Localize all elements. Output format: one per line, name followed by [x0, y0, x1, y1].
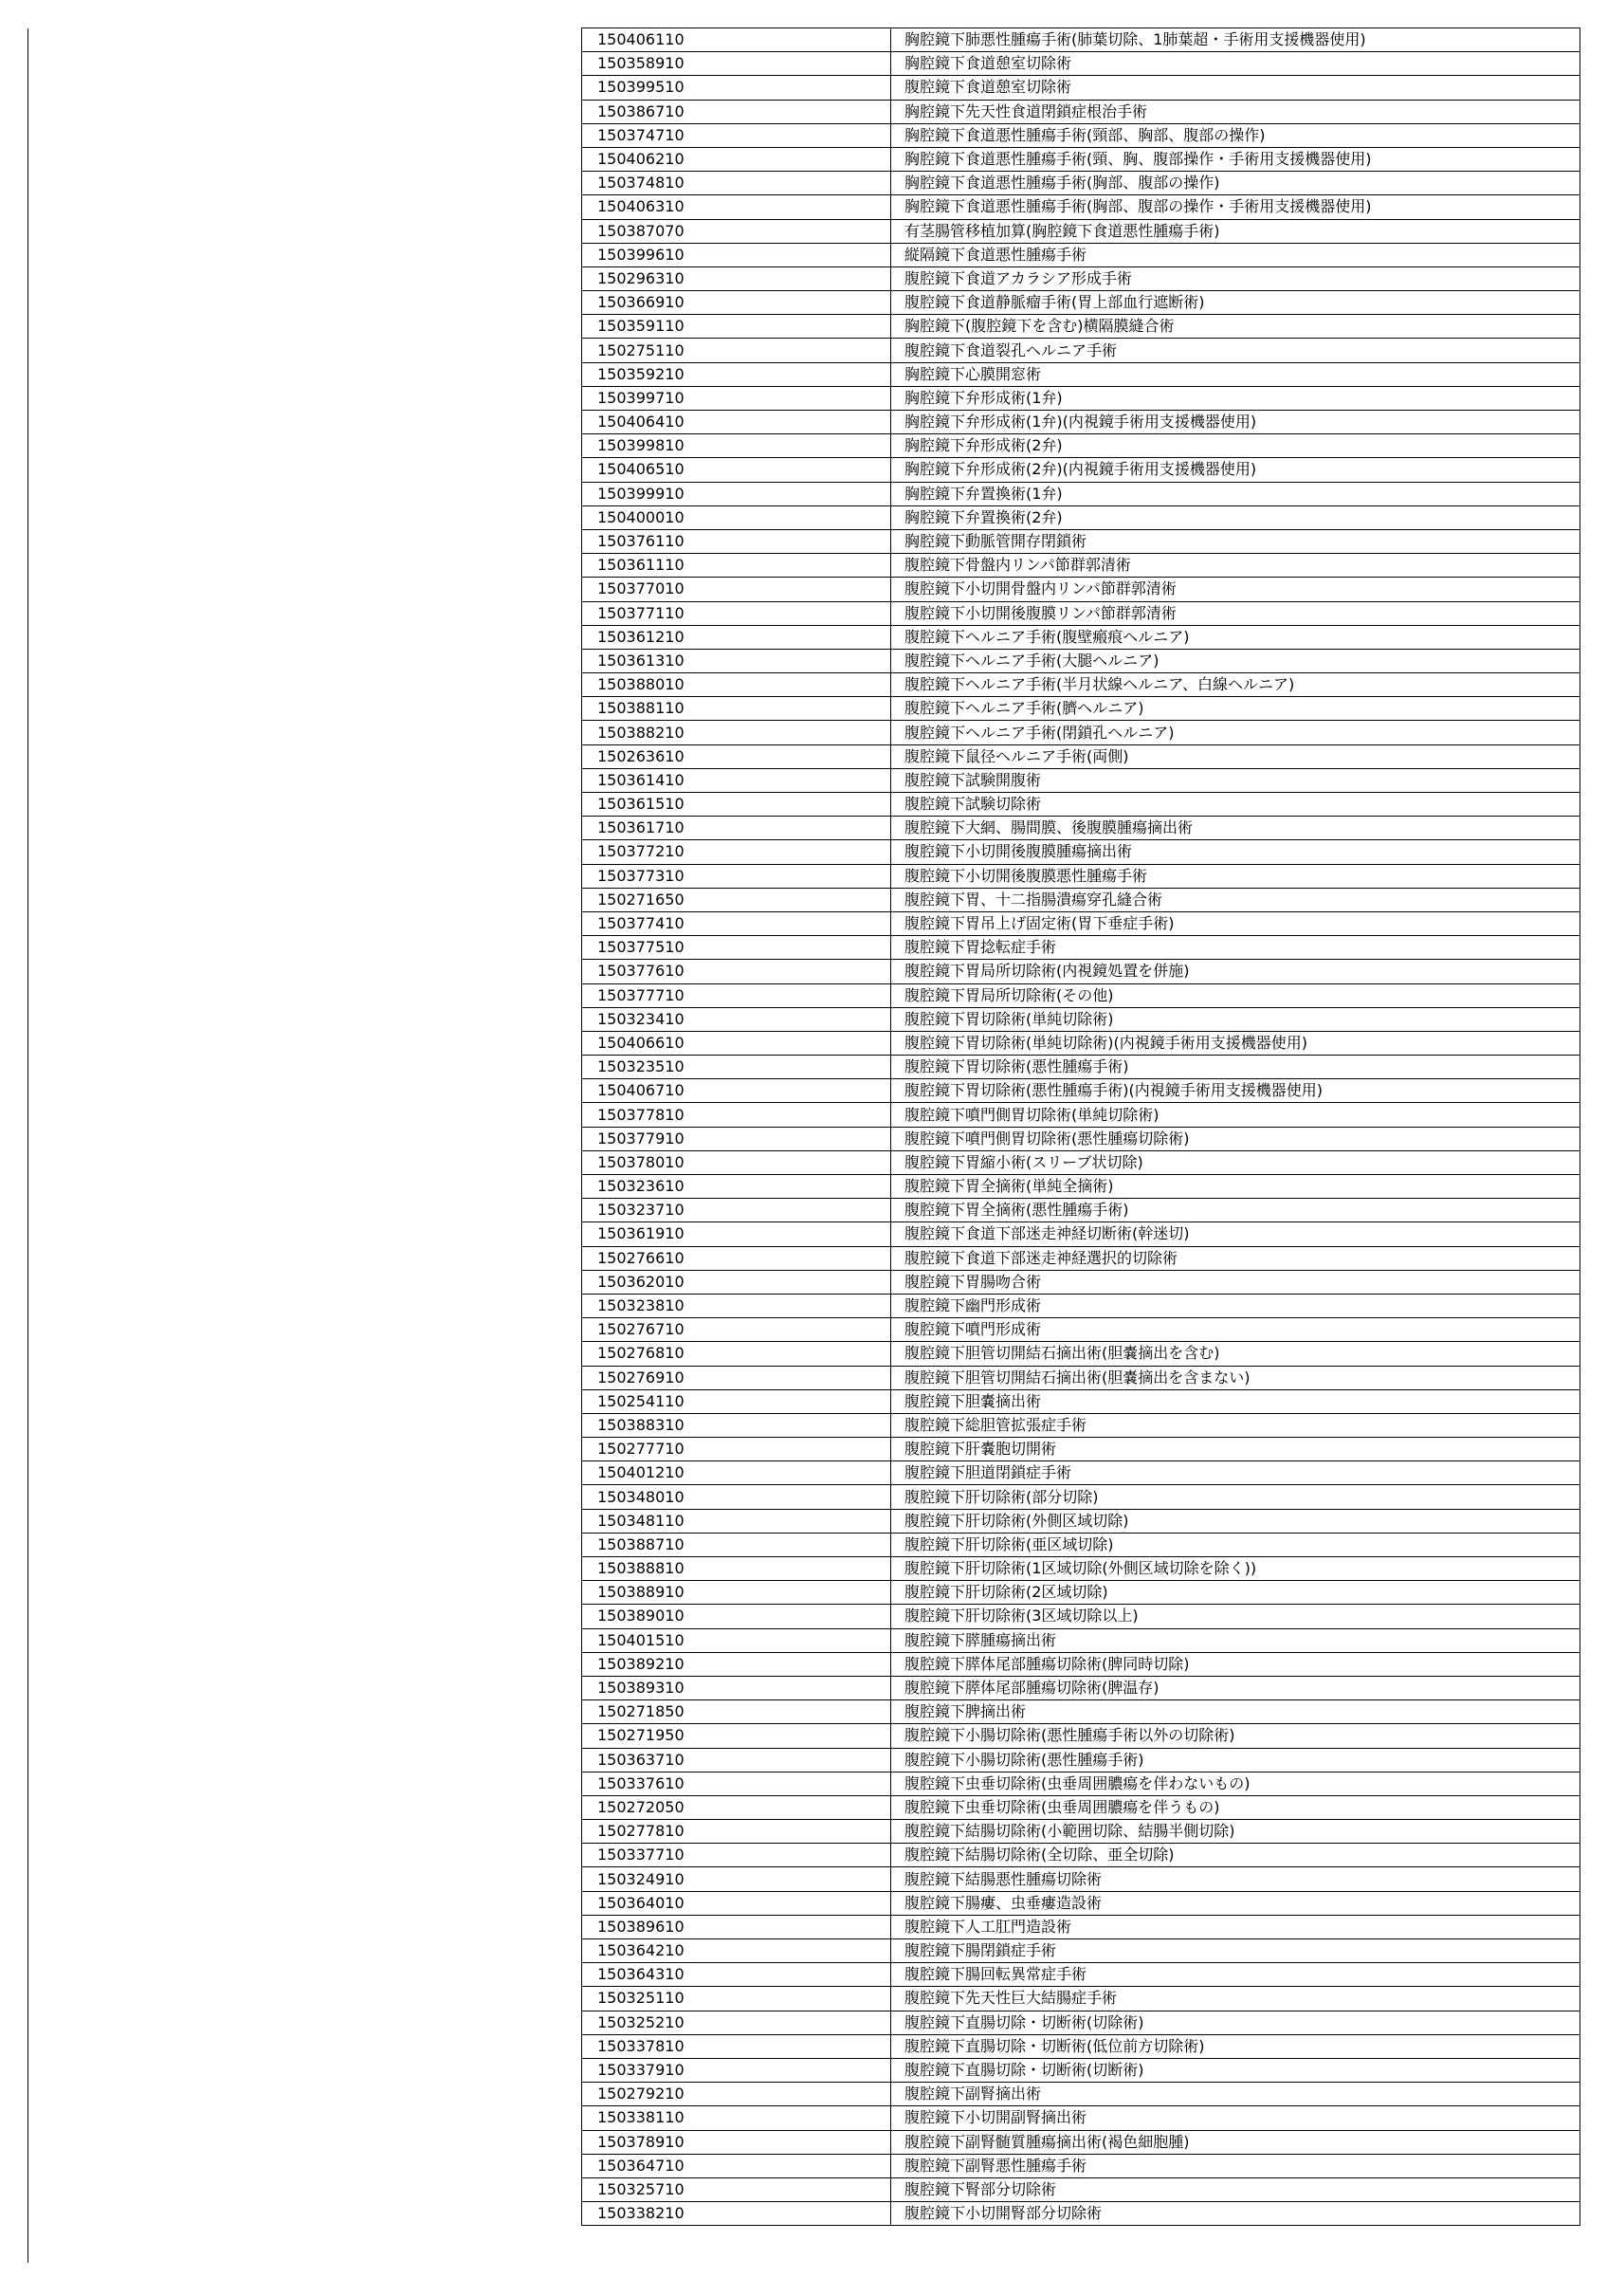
procedure-name-cell: 腹腔鏡下虫垂切除術(虫垂周囲膿瘍を伴わないもの)	[891, 1772, 1580, 1795]
table-row	[582, 1820, 1580, 1844]
table-row	[582, 554, 1580, 578]
table-row	[582, 2177, 1580, 2201]
table-row	[582, 1772, 1580, 1795]
procedure-name-cell: 腹腔鏡下膵体尾部腫瘍切除術(脾温存)	[891, 1676, 1580, 1699]
table-row	[582, 1581, 1580, 1605]
procedure-name-cell: 腹腔鏡下噴門形成術	[891, 1318, 1580, 1342]
procedure-code-cell: 150388110	[582, 697, 891, 721]
procedure-name-cell: 胸腔鏡下食道憩室切除術	[891, 52, 1580, 76]
procedure-code-cell: 150275110	[582, 339, 891, 362]
procedure-name-cell: 腹腔鏡下胃全摘術(悪性腫瘍手術)	[891, 1199, 1580, 1222]
procedure-code-cell: 150271850	[582, 1700, 891, 1724]
table-row	[582, 1199, 1580, 1222]
procedure-table-body	[582, 28, 1580, 2226]
procedure-name-cell: 腹腔鏡下胃、十二指腸潰瘍穿孔縫合術	[891, 888, 1580, 911]
procedure-name-cell: 腹腔鏡下総胆管拡張症手術	[891, 1413, 1580, 1437]
procedure-code-cell: 150325110	[582, 1987, 891, 2011]
table-row	[582, 219, 1580, 243]
procedure-code-cell: 150399910	[582, 482, 891, 505]
procedure-name-cell: 腹腔鏡下結腸悪性腫瘍切除術	[891, 1867, 1580, 1891]
procedure-code-cell: 150377910	[582, 1127, 891, 1150]
procedure-name-cell: 腹腔鏡下食道静脈瘤手術(胃上部血行遮断術)	[891, 291, 1580, 315]
procedure-code-cell: 150364210	[582, 1939, 891, 1963]
procedure-code-cell: 150362010	[582, 1270, 891, 1294]
procedure-name-cell: 腹腔鏡下胃捻転症手術	[891, 936, 1580, 960]
table-row	[582, 1150, 1580, 1174]
procedure-name-cell: 腹腔鏡下結腸切除術(小範囲切除、結腸半側切除)	[891, 1820, 1580, 1844]
procedure-name-cell: 腹腔鏡下肝切除術(外側区域切除)	[891, 1509, 1580, 1533]
procedure-name-cell: 腹腔鏡下腸瘻、虫垂瘻造設術	[891, 1891, 1580, 1915]
procedure-code-cell: 150364310	[582, 1963, 891, 1987]
procedure-code-cell: 150374810	[582, 172, 891, 195]
table-row	[582, 291, 1580, 315]
procedure-code-cell: 150361910	[582, 1222, 891, 1246]
table-row	[582, 1915, 1580, 1938]
procedure-code-cell: 150325210	[582, 2011, 891, 2034]
table-row	[582, 195, 1580, 219]
table-row	[582, 888, 1580, 911]
procedure-code-cell: 150406310	[582, 195, 891, 219]
table-row	[582, 482, 1580, 505]
procedure-code-cell: 150276910	[582, 1366, 891, 1389]
procedure-name-cell: 腹腔鏡下副腎摘出術	[891, 2083, 1580, 2106]
procedure-name-cell: 腹腔鏡下肝切除術(3区域切除以上)	[891, 1605, 1580, 1628]
table-row	[582, 960, 1580, 983]
procedure-code-cell: 150377110	[582, 601, 891, 625]
table-row	[582, 673, 1580, 697]
procedure-code-cell: 150389210	[582, 1652, 891, 1676]
table-row	[582, 1438, 1580, 1461]
procedure-code-cell: 150377210	[582, 840, 891, 864]
procedure-name-cell: 腹腔鏡下副腎髄質腫瘍摘出術(褐色細胞腫)	[891, 2130, 1580, 2154]
table-row	[582, 793, 1580, 817]
procedure-code-cell: 150263610	[582, 744, 891, 768]
table-row	[582, 243, 1580, 266]
procedure-name-cell: 腹腔鏡下肝切除術(2区域切除)	[891, 1581, 1580, 1605]
table-row	[582, 817, 1580, 840]
procedure-code-cell: 150361410	[582, 768, 891, 792]
procedure-name-cell: 腹腔鏡下胆道閉鎖症手術	[891, 1461, 1580, 1485]
procedure-code-cell: 150323410	[582, 1007, 891, 1031]
procedure-name-cell: 腹腔鏡下噴門側胃切除術(悪性腫瘍切除術)	[891, 1127, 1580, 1150]
procedure-name-cell: 腹腔鏡下試験開腹術	[891, 768, 1580, 792]
table-row	[582, 76, 1580, 100]
procedure-code-cell: 150401210	[582, 1461, 891, 1485]
procedure-code-cell: 150324910	[582, 1867, 891, 1891]
procedure-code-cell: 150388310	[582, 1413, 891, 1437]
procedure-code-cell: 150359210	[582, 362, 891, 386]
procedure-name-cell: 腹腔鏡下肝切除術(部分切除)	[891, 1485, 1580, 1509]
procedure-code-cell: 150271650	[582, 888, 891, 911]
procedure-code-cell: 150337910	[582, 2058, 891, 2082]
procedure-code-cell: 150377510	[582, 936, 891, 960]
table-row	[582, 1652, 1580, 1676]
procedure-code-cell: 150377610	[582, 960, 891, 983]
procedure-name-cell: 腹腔鏡下腸閉鎖症手術	[891, 1939, 1580, 1963]
table-row	[582, 1270, 1580, 1294]
procedure-name-cell: 腹腔鏡下小切開後腹膜リンパ節群郭清術	[891, 601, 1580, 625]
table-row	[582, 315, 1580, 339]
procedure-code-cell: 150323610	[582, 1175, 891, 1199]
procedure-name-cell: 胸腔鏡下弁置換術(2弁)	[891, 505, 1580, 529]
procedure-name-cell: 腹腔鏡下鼠径ヘルニア手術(両側)	[891, 744, 1580, 768]
table-row	[582, 458, 1580, 482]
procedure-name-cell: 腹腔鏡下小切開後腹膜悪性腫瘍手術	[891, 864, 1580, 888]
left-margin-rule	[27, 28, 28, 2263]
procedure-name-cell: 胸腔鏡下心膜開窓術	[891, 362, 1580, 386]
table-row	[582, 1318, 1580, 1342]
table-row	[582, 983, 1580, 1007]
table-row	[582, 147, 1580, 171]
procedure-code-cell: 150279210	[582, 2083, 891, 2106]
table-row	[582, 123, 1580, 147]
procedure-code-cell: 150389610	[582, 1915, 891, 1938]
procedure-name-cell: 腹腔鏡下小切開副腎摘出術	[891, 2106, 1580, 2130]
procedure-name-cell: 腹腔鏡下直腸切除・切断術(低位前方切除術)	[891, 2034, 1580, 2058]
procedure-code-cell: 150348010	[582, 1485, 891, 1509]
procedure-code-cell: 150386710	[582, 100, 891, 123]
procedure-name-cell: 腹腔鏡下胃局所切除術(内視鏡処置を併施)	[891, 960, 1580, 983]
procedure-name-cell: 胸腔鏡下食道悪性腫瘍手術(胸部、腹部の操作)	[891, 172, 1580, 195]
table-row	[582, 1246, 1580, 1270]
procedure-name-cell: 有茎腸管移植加算(胸腔鏡下食道悪性腫瘍手術)	[891, 219, 1580, 243]
procedure-name-cell: 腹腔鏡下小腸切除術(悪性腫瘍手術以外の切除術)	[891, 1724, 1580, 1748]
table-row	[582, 1007, 1580, 1031]
procedure-name-cell: 腹腔鏡下噴門側胃切除術(単純切除術)	[891, 1103, 1580, 1127]
table-row	[582, 1127, 1580, 1150]
procedure-code-cell: 150378910	[582, 2130, 891, 2154]
procedure-code-cell: 150358910	[582, 52, 891, 76]
table-row	[582, 1891, 1580, 1915]
procedure-code-cell: 150337710	[582, 1844, 891, 1867]
procedure-code-cell: 150388210	[582, 721, 891, 744]
procedure-code-cell: 150361310	[582, 649, 891, 672]
procedure-code-cell: 150277810	[582, 1820, 891, 1844]
procedure-code-cell: 150323810	[582, 1294, 891, 1317]
procedure-name-cell: 腹腔鏡下胃腸吻合術	[891, 1270, 1580, 1294]
table-row	[582, 721, 1580, 744]
procedure-name-cell: 腹腔鏡下膵体尾部腫瘍切除術(脾同時切除)	[891, 1652, 1580, 1676]
procedure-name-cell: 腹腔鏡下胃切除術(単純切除術)	[891, 1007, 1580, 1031]
procedure-name-cell: 胸腔鏡下弁形成術(1弁)(内視鏡手術用支援機器使用)	[891, 411, 1580, 434]
table-row	[582, 411, 1580, 434]
procedure-name-cell: 胸腔鏡下弁形成術(1弁)	[891, 386, 1580, 410]
table-row	[582, 100, 1580, 123]
procedure-name-cell: 腹腔鏡下肝嚢胞切開術	[891, 1438, 1580, 1461]
procedure-code-cell: 150361110	[582, 554, 891, 578]
table-row	[582, 1867, 1580, 1891]
table-row	[582, 266, 1580, 290]
table-row	[582, 2106, 1580, 2130]
procedure-code-cell: 150374710	[582, 123, 891, 147]
procedure-code-cell: 150406610	[582, 1031, 891, 1055]
procedure-name-cell: 腹腔鏡下小切開後腹膜腫瘍摘出術	[891, 840, 1580, 864]
procedure-code-cell: 150364710	[582, 2154, 891, 2177]
procedure-code-cell: 150254110	[582, 1389, 891, 1413]
table-row	[582, 505, 1580, 529]
procedure-name-cell: 腹腔鏡下胃切除術(単純切除術)(内視鏡手術用支援機器使用)	[891, 1031, 1580, 1055]
procedure-name-cell: 腹腔鏡下副腎悪性腫瘍手術	[891, 2154, 1580, 2177]
table-row	[582, 52, 1580, 76]
procedure-name-cell: 腹腔鏡下脾摘出術	[891, 1700, 1580, 1724]
table-row	[582, 2011, 1580, 2034]
procedure-code-cell: 150338210	[582, 2202, 891, 2226]
table-row	[582, 1963, 1580, 1987]
table-row	[582, 1987, 1580, 2011]
procedure-code-cell: 150323510	[582, 1056, 891, 1079]
procedure-name-cell: 腹腔鏡下腎部分切除術	[891, 2177, 1580, 2201]
procedure-name-cell: 腹腔鏡下食道下部迷走神経選択的切除術	[891, 1246, 1580, 1270]
procedure-name-cell: 腹腔鏡下直腸切除・切断術(切除術)	[891, 2011, 1580, 2034]
table-row	[582, 744, 1580, 768]
table-row	[582, 529, 1580, 553]
table-row	[582, 2034, 1580, 2058]
table-row	[582, 1294, 1580, 1317]
procedure-code-cell: 150276810	[582, 1342, 891, 1366]
procedure-name-cell: 腹腔鏡下食道アカラシア形成手術	[891, 266, 1580, 290]
table-row	[582, 28, 1580, 52]
procedure-code-cell: 150363710	[582, 1748, 891, 1772]
table-row	[582, 1557, 1580, 1581]
procedure-code-cell: 150271950	[582, 1724, 891, 1748]
procedure-code-cell: 150276610	[582, 1246, 891, 1270]
procedure-code-cell: 150388910	[582, 1581, 891, 1605]
table-row	[582, 1366, 1580, 1389]
procedure-code-cell: 150296310	[582, 266, 891, 290]
procedure-code-cell: 150406410	[582, 411, 891, 434]
procedure-code-cell: 150399610	[582, 243, 891, 266]
table-row	[582, 1795, 1580, 1819]
table-row	[582, 434, 1580, 458]
procedure-code-cell: 150377410	[582, 911, 891, 935]
procedure-name-cell: 腹腔鏡下胃切除術(悪性腫瘍手術)	[891, 1056, 1580, 1079]
table-row	[582, 911, 1580, 935]
procedure-name-cell: 腹腔鏡下食道裂孔ヘルニア手術	[891, 339, 1580, 362]
procedure-code-cell: 150388810	[582, 1557, 891, 1581]
table-row	[582, 1485, 1580, 1509]
table-row	[582, 2058, 1580, 2082]
table-row	[582, 1700, 1580, 1724]
table-row	[582, 1103, 1580, 1127]
procedure-name-cell: 腹腔鏡下小腸切除術(悪性腫瘍手術)	[891, 1748, 1580, 1772]
procedure-name-cell: 胸腔鏡下先天性食道閉鎖症根治手術	[891, 100, 1580, 123]
procedure-name-cell: 腹腔鏡下膵腫瘍摘出術	[891, 1628, 1580, 1652]
procedure-name-cell: 腹腔鏡下小切開腎部分切除術	[891, 2202, 1580, 2226]
table-row	[582, 936, 1580, 960]
procedure-name-cell: 腹腔鏡下骨盤内リンパ節群郭清術	[891, 554, 1580, 578]
table-row	[582, 1342, 1580, 1366]
procedure-name-cell: 胸腔鏡下弁置換術(1弁)	[891, 482, 1580, 505]
procedure-name-cell: 腹腔鏡下胆管切開結石摘出術(胆嚢摘出を含まない)	[891, 1366, 1580, 1389]
procedure-name-cell: 腹腔鏡下大網、腸間膜、後腹膜腫瘍摘出術	[891, 817, 1580, 840]
procedure-name-cell: 胸腔鏡下(腹腔鏡下を含む)横隔膜縫合術	[891, 315, 1580, 339]
procedure-code-cell: 150276710	[582, 1318, 891, 1342]
procedure-code-cell: 150399810	[582, 434, 891, 458]
table-row	[582, 840, 1580, 864]
procedure-name-cell: 胸腔鏡下弁形成術(2弁)	[891, 434, 1580, 458]
procedure-name-cell: 胸腔鏡下食道悪性腫瘍手術(頸部、胸部、腹部の操作)	[891, 123, 1580, 147]
procedure-name-cell: 腹腔鏡下食道下部迷走神経切断術(幹迷切)	[891, 1222, 1580, 1246]
procedure-name-cell: 腹腔鏡下小切開骨盤内リンパ節群郭清術	[891, 578, 1580, 601]
table-row	[582, 864, 1580, 888]
procedure-name-cell: 腹腔鏡下人工肛門造設術	[891, 1915, 1580, 1938]
table-row	[582, 1939, 1580, 1963]
table-row	[582, 768, 1580, 792]
procedure-code-cell: 150361510	[582, 793, 891, 817]
procedure-code-cell: 150364010	[582, 1891, 891, 1915]
procedure-code-cell: 150406510	[582, 458, 891, 482]
table-row	[582, 362, 1580, 386]
procedure-code-cell: 150277710	[582, 1438, 891, 1461]
procedure-name-cell: 腹腔鏡下肝切除術(1区域切除(外側区域切除を除く))	[891, 1557, 1580, 1581]
procedure-code-cell: 150359110	[582, 315, 891, 339]
table-row	[582, 1533, 1580, 1556]
procedure-code-cell: 150389310	[582, 1676, 891, 1699]
procedure-code-cell: 150377010	[582, 578, 891, 601]
procedure-name-cell: 胸腔鏡下動脈管開存閉鎖術	[891, 529, 1580, 553]
procedure-code-cell: 150406210	[582, 147, 891, 171]
table-row	[582, 1056, 1580, 1079]
procedure-code-cell: 150400010	[582, 505, 891, 529]
procedure-code-cell: 150406710	[582, 1079, 891, 1103]
procedure-name-cell: 腹腔鏡下胃吊上げ固定術(胃下垂症手術)	[891, 911, 1580, 935]
table-row	[582, 2202, 1580, 2226]
procedure-name-cell: 胸腔鏡下弁形成術(2弁)(内視鏡手術用支援機器使用)	[891, 458, 1580, 482]
procedure-name-cell: 腹腔鏡下食道憩室切除術	[891, 76, 1580, 100]
table-row	[582, 1461, 1580, 1485]
procedure-code-cell: 150325710	[582, 2177, 891, 2201]
procedure-code-cell: 150338110	[582, 2106, 891, 2130]
table-row	[582, 1031, 1580, 1055]
procedure-name-cell: 腹腔鏡下ヘルニア手術(臍ヘルニア)	[891, 697, 1580, 721]
procedure-name-cell: 腹腔鏡下肝切除術(亜区域切除)	[891, 1533, 1580, 1556]
table-row	[582, 1175, 1580, 1199]
table-row	[582, 1389, 1580, 1413]
table-row	[582, 625, 1580, 649]
table-row	[582, 1628, 1580, 1652]
procedure-code-cell: 150399510	[582, 76, 891, 100]
table-row	[582, 649, 1580, 672]
table-row	[582, 172, 1580, 195]
table-row	[582, 1844, 1580, 1867]
procedure-code-cell: 150377810	[582, 1103, 891, 1127]
procedure-code-cell: 150377310	[582, 864, 891, 888]
procedure-name-cell: 腹腔鏡下腸回転異常症手術	[891, 1963, 1580, 1987]
table-row	[582, 2083, 1580, 2106]
table-row	[582, 1724, 1580, 1748]
procedure-name-cell: 腹腔鏡下虫垂切除術(虫垂周囲膿瘍を伴うもの)	[891, 1795, 1580, 1819]
procedure-name-cell: 胸腔鏡下肺悪性腫瘍手術(肺葉切除、1肺葉超・手術用支援機器使用)	[891, 28, 1580, 52]
procedure-name-cell: 腹腔鏡下直腸切除・切断術(切断術)	[891, 2058, 1580, 2082]
procedure-code-cell: 150401510	[582, 1628, 891, 1652]
procedure-name-cell: 腹腔鏡下ヘルニア手術(閉鎖孔ヘルニア)	[891, 721, 1580, 744]
procedure-name-cell: 腹腔鏡下試験切除術	[891, 793, 1580, 817]
procedure-code-cell: 150337610	[582, 1772, 891, 1795]
table-row	[582, 386, 1580, 410]
procedure-name-cell: 腹腔鏡下胃縮小術(スリーブ状切除)	[891, 1150, 1580, 1174]
procedure-code-cell: 150387070	[582, 219, 891, 243]
procedure-name-cell: 腹腔鏡下胆管切開結石摘出術(胆嚢摘出を含む)	[891, 1342, 1580, 1366]
table-row	[582, 1748, 1580, 1772]
procedure-code-cell: 150348110	[582, 1509, 891, 1533]
procedure-name-cell: 腹腔鏡下胃全摘術(単純全摘術)	[891, 1175, 1580, 1199]
procedure-name-cell: 腹腔鏡下胆嚢摘出術	[891, 1389, 1580, 1413]
table-row	[582, 578, 1580, 601]
procedure-code-cell: 150323710	[582, 1199, 891, 1222]
table-row	[582, 1079, 1580, 1103]
table-row	[582, 601, 1580, 625]
procedure-name-cell: 腹腔鏡下結腸切除術(全切除、亜全切除)	[891, 1844, 1580, 1867]
procedure-code-cell: 150389010	[582, 1605, 891, 1628]
procedure-code-cell: 150337810	[582, 2034, 891, 2058]
procedure-code-cell: 150399710	[582, 386, 891, 410]
table-row	[582, 2130, 1580, 2154]
procedure-code-cell: 150376110	[582, 529, 891, 553]
procedure-name-cell: 縦隔鏡下食道悪性腫瘍手術	[891, 243, 1580, 266]
table-row	[582, 339, 1580, 362]
procedure-code-cell: 150366910	[582, 291, 891, 315]
table-row	[582, 1222, 1580, 1246]
table-row	[582, 1676, 1580, 1699]
table-row	[582, 1413, 1580, 1437]
procedure-code-cell: 150361210	[582, 625, 891, 649]
procedure-code-cell: 150377710	[582, 983, 891, 1007]
procedure-name-cell: 胸腔鏡下食道悪性腫瘍手術(頸、胸、腹部操作・手術用支援機器使用)	[891, 147, 1580, 171]
procedure-code-cell: 150388010	[582, 673, 891, 697]
procedure-name-cell: 腹腔鏡下幽門形成術	[891, 1294, 1580, 1317]
procedure-code-cell: 150361710	[582, 817, 891, 840]
procedure-code-cell: 150272050	[582, 1795, 891, 1819]
table-row	[582, 1509, 1580, 1533]
procedure-name-cell: 腹腔鏡下胃局所切除術(その他)	[891, 983, 1580, 1007]
procedure-code-table	[581, 28, 1580, 2226]
procedure-name-cell: 腹腔鏡下ヘルニア手術(半月状線ヘルニア、白線ヘルニア)	[891, 673, 1580, 697]
table-row	[582, 2154, 1580, 2177]
table-row	[582, 1605, 1580, 1628]
procedure-code-cell: 150388710	[582, 1533, 891, 1556]
procedure-name-cell: 腹腔鏡下ヘルニア手術(腹壁瘢痕ヘルニア)	[891, 625, 1580, 649]
procedure-code-cell: 150378010	[582, 1150, 891, 1174]
procedure-name-cell: 腹腔鏡下先天性巨大結腸症手術	[891, 1987, 1580, 2011]
procedure-name-cell: 胸腔鏡下食道悪性腫瘍手術(胸部、腹部の操作・手術用支援機器使用)	[891, 195, 1580, 219]
procedure-code-cell: 150406110	[582, 28, 891, 52]
procedure-name-cell: 腹腔鏡下胃切除術(悪性腫瘍手術)(内視鏡手術用支援機器使用)	[891, 1079, 1580, 1103]
table-row	[582, 697, 1580, 721]
procedure-name-cell: 腹腔鏡下ヘルニア手術(大腿ヘルニア)	[891, 649, 1580, 672]
